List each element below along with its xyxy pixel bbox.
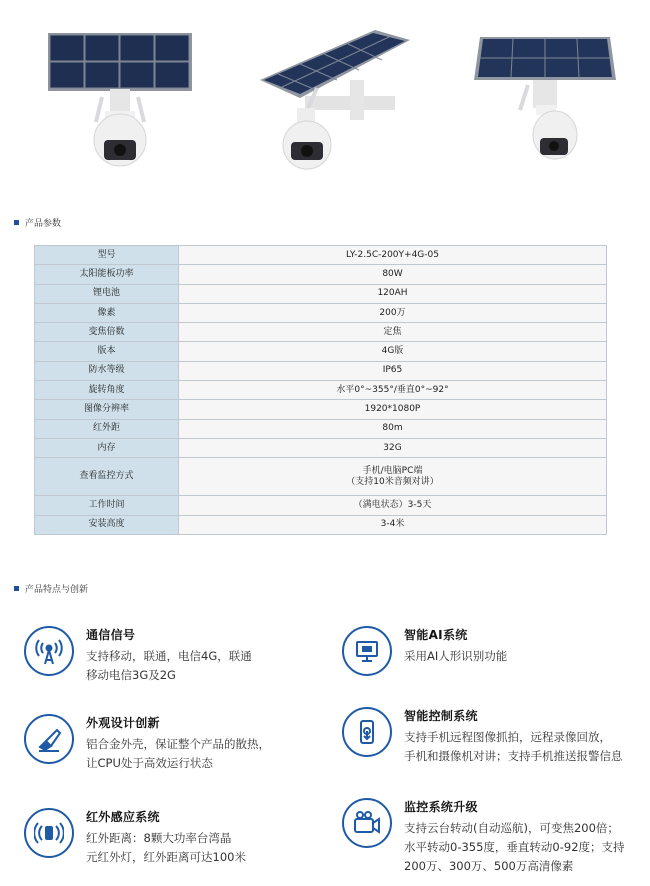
feature-ai-system (342, 626, 507, 676)
spec-label: 查看监控方式 (35, 458, 179, 496)
spec-row (35, 381, 607, 400)
camera-icon (342, 798, 392, 848)
params-title-text: 产品参数 (25, 219, 62, 229)
spec-row (35, 419, 607, 438)
params-section-title (14, 216, 61, 229)
spec-value: 水平0°~355°/垂直0°~92° (179, 381, 607, 400)
feature-desc: 支持手机远程图像抓拍，远程录像回放， 手机和摄像机对讲；支持手机推送报警信息 (404, 730, 623, 763)
spec-row (35, 303, 607, 322)
spec-table (34, 245, 607, 535)
feature-monitoring-upgrade (342, 798, 625, 876)
signal-tower-icon (24, 626, 74, 676)
monitor-icon (342, 626, 392, 676)
solar-camera-side-image (470, 25, 620, 175)
spec-row (35, 438, 607, 457)
feature-smart-control (342, 707, 623, 766)
spec-value: 80m (179, 419, 607, 438)
spec-label: 内存 (35, 438, 179, 457)
spec-row (35, 458, 607, 496)
spec-label: 太阳能板功率 (35, 265, 179, 284)
feature-title: 外观设计创新 (86, 716, 160, 730)
feature-design (24, 714, 270, 773)
spec-value: LY-2.5C-200Y+4G-05 (179, 246, 607, 265)
spec-value (179, 458, 607, 496)
spec-row (35, 265, 607, 284)
spec-row (35, 284, 607, 303)
spec-row (35, 361, 607, 380)
solar-camera-angled-image (245, 20, 420, 170)
features-section-title (14, 582, 88, 595)
spec-label: 像素 (35, 303, 179, 322)
spec-label: 型号 (35, 246, 179, 265)
spec-value: 3-4米 (179, 515, 607, 534)
feature-communication (24, 626, 252, 685)
spec-label: 安装高度 (35, 515, 179, 534)
spec-value-line2: （支持10米音频对讲） (346, 476, 439, 487)
spec-value: （满电状态）3-5天 (179, 496, 607, 515)
spec-label: 锂电池 (35, 284, 179, 303)
spec-label: 旋转角度 (35, 381, 179, 400)
spec-value: IP65 (179, 361, 607, 380)
spec-value: 120AH (179, 284, 607, 303)
spec-label: 变焦倍数 (35, 323, 179, 342)
feature-desc: 红外距离：8颗大功率台湾晶 元红外灯，红外距离可达100米 (86, 831, 246, 864)
feature-infrared (24, 808, 246, 867)
spec-row (35, 323, 607, 342)
spec-row (35, 400, 607, 419)
spec-label: 防水等级 (35, 361, 179, 380)
feature-title: 通信信号 (86, 628, 136, 642)
feature-title: 智能AI系统 (404, 628, 468, 642)
features-title-text: 产品特点与创新 (25, 585, 89, 595)
infrared-icon (24, 808, 74, 858)
spec-label: 红外距 (35, 419, 179, 438)
spec-value: 32G (179, 438, 607, 457)
spec-value: 200万 (179, 303, 607, 322)
product-images (0, 0, 650, 200)
feature-title: 智能控制系统 (404, 709, 478, 723)
phone-touch-icon (342, 707, 392, 757)
spec-row (35, 496, 607, 515)
spec-value: 80W (179, 265, 607, 284)
spec-row (35, 342, 607, 361)
spec-row (35, 515, 607, 534)
spec-value: 1920*1080P (179, 400, 607, 419)
feature-desc: 采用AI人形识别功能 (404, 649, 508, 663)
feature-desc: 支持云台转动(自动巡航)，可变焦200倍； 水平转动0-355度，垂直转动0-92度；支持 200万、300万、500万高清像素 (404, 821, 625, 873)
spec-label: 工作时间 (35, 496, 179, 515)
feature-desc: 支持移动，联通，电信4G，联通 移动电信3G及2G (86, 649, 252, 682)
spec-row (35, 246, 607, 265)
section-marker-icon (14, 220, 19, 225)
feature-title: 监控系统升级 (404, 800, 478, 814)
spec-value: 定焦 (179, 323, 607, 342)
spec-label: 图像分辨率 (35, 400, 179, 419)
section-marker-icon (14, 586, 19, 591)
spec-value-line1: 手机/电脑PC端 (362, 465, 423, 476)
solar-camera-front-image (40, 25, 200, 175)
spec-value: 4G版 (179, 342, 607, 361)
feature-title: 红外感应系统 (86, 810, 160, 824)
pen-design-icon (24, 714, 74, 764)
feature-desc: 铝合金外壳，保证整个产品的散热， 让CPU处于高效运行状态 (86, 737, 270, 770)
spec-label: 版本 (35, 342, 179, 361)
